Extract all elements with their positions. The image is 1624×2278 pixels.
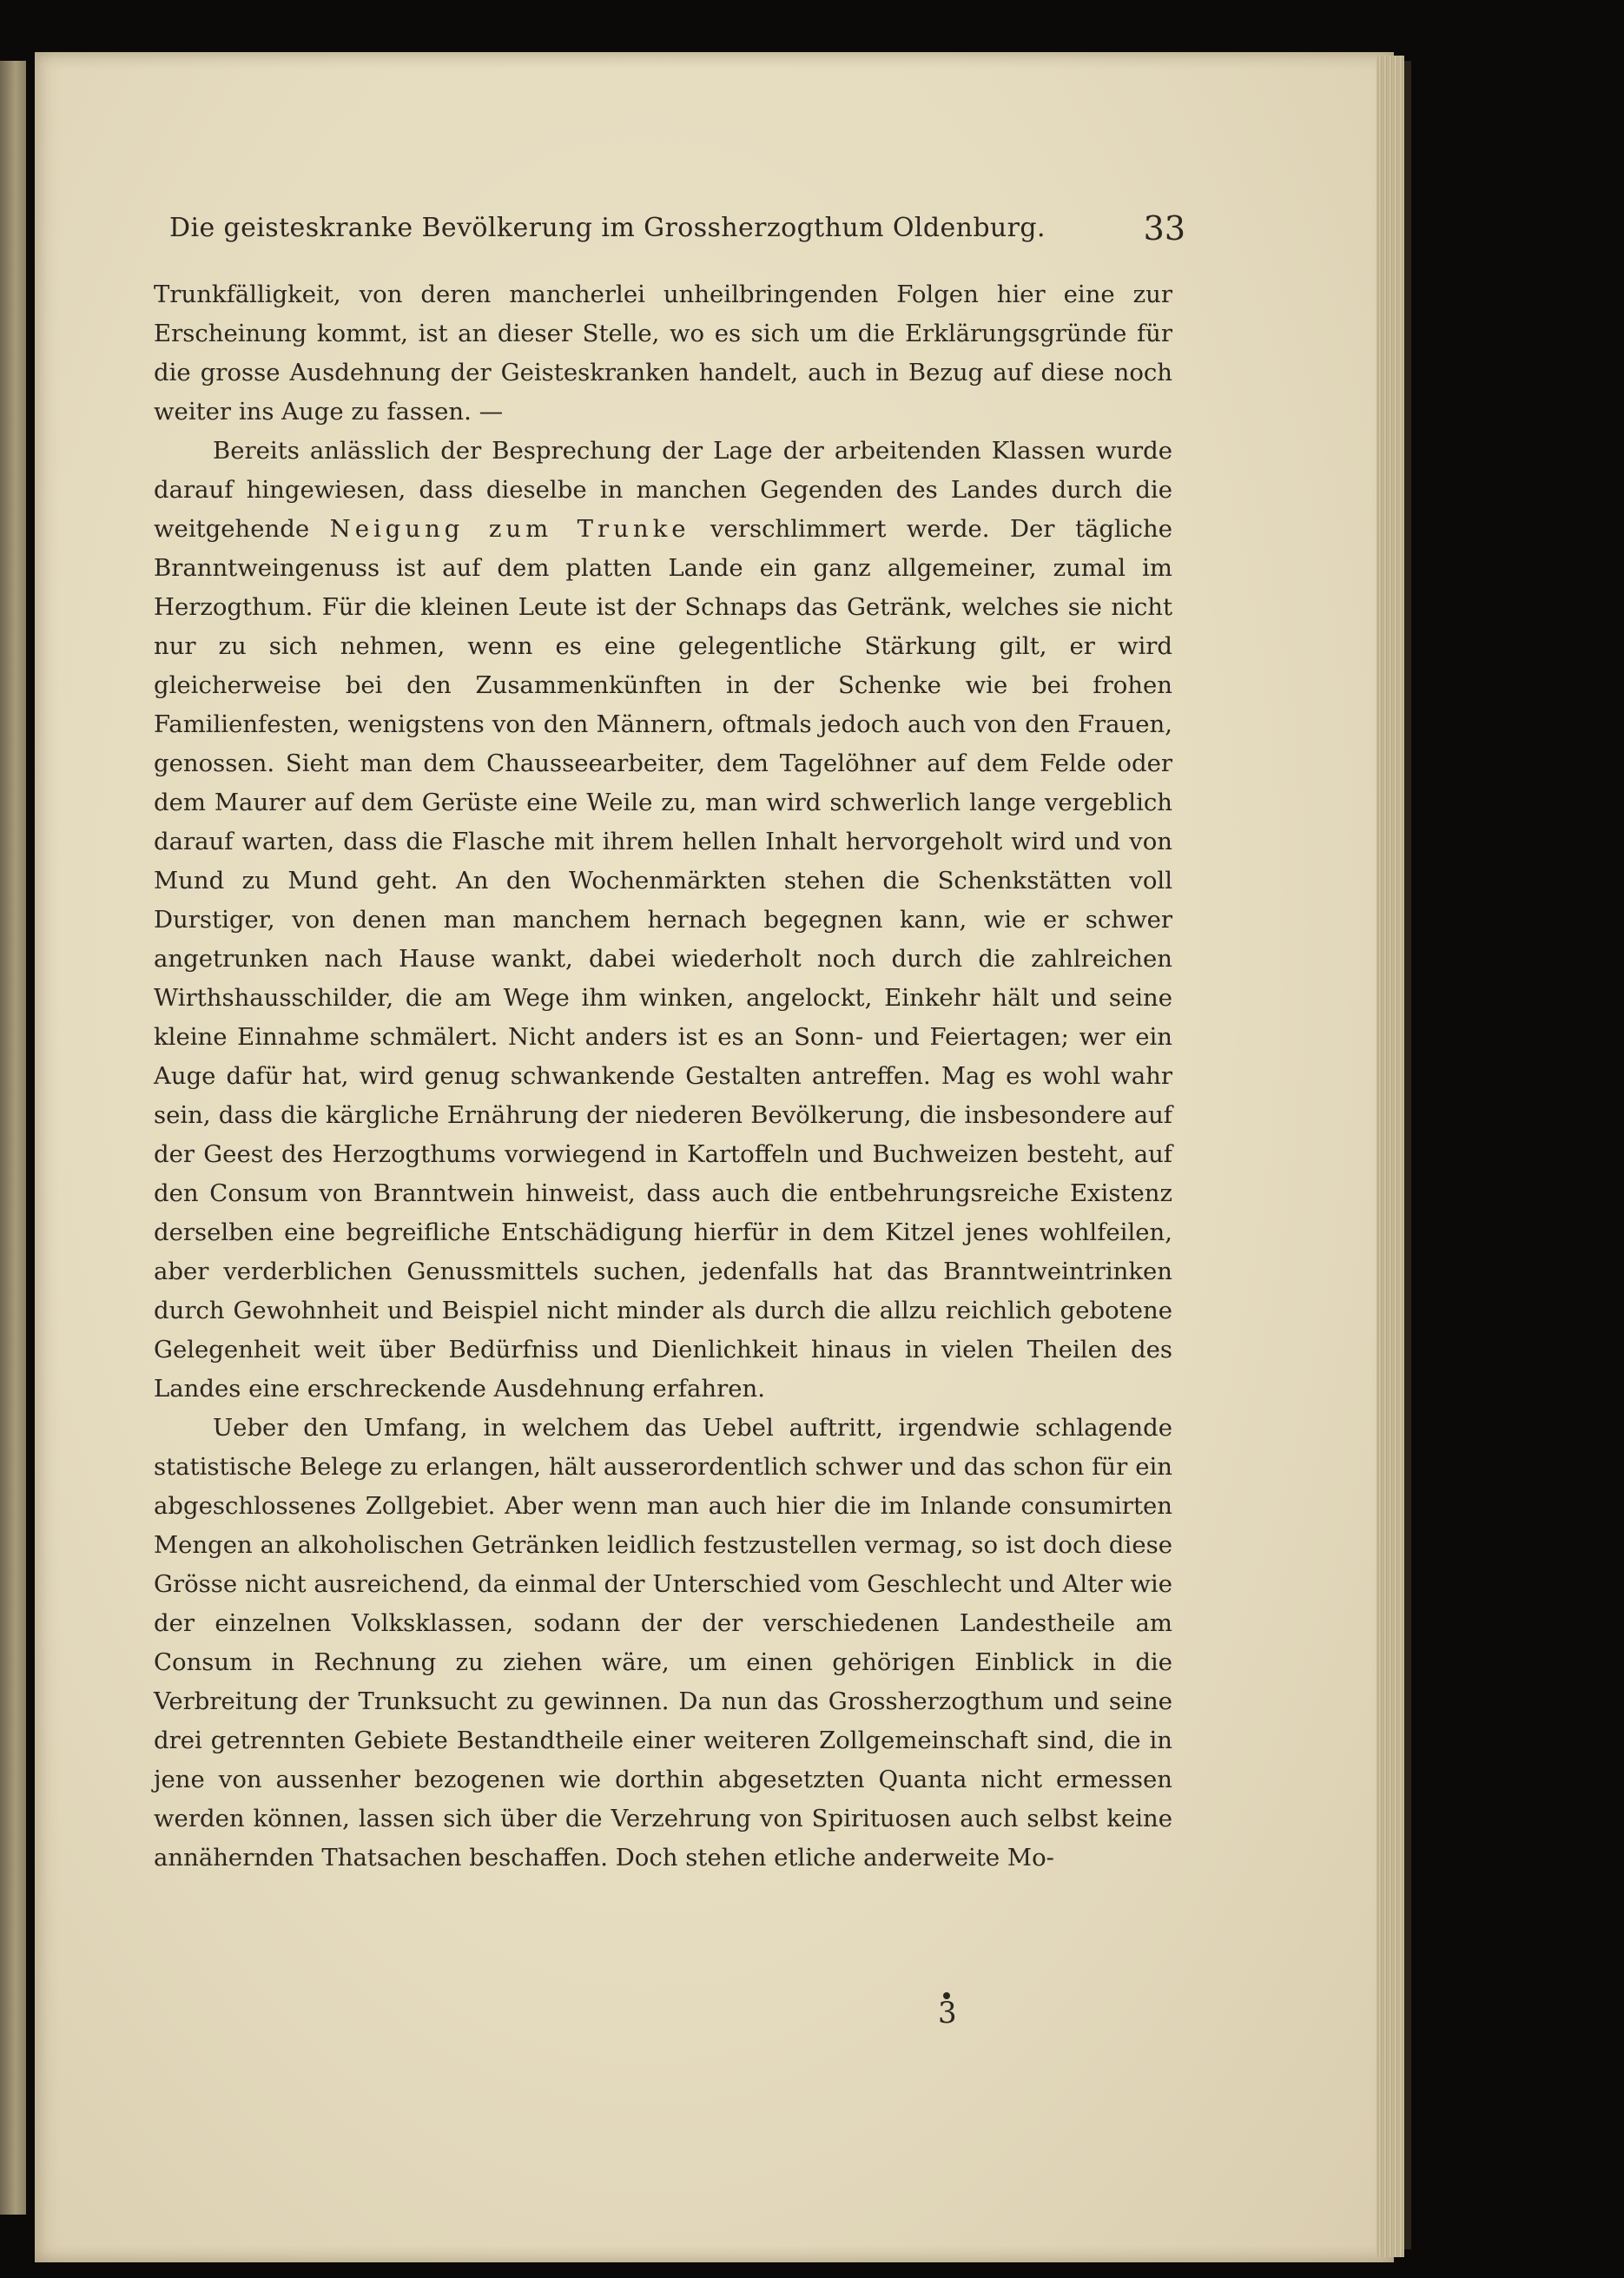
page-header [169,209,1185,256]
book-cover-edge [1404,61,1411,2249]
body-text [154,275,1172,1878]
page-edges [1376,56,1404,2257]
paragraph-2-part-a: Bereits anlässlich der Besprechung der Lage der arbeitenden Klassen wurde darauf hingewiesen, dass dieselbe in manchen Gegenden des Landes durch die weitgehende [154,437,1172,543]
facing-page-edge [0,61,26,2215]
emphasis-neigung-zum-trunke: Neigung zum Trunke [329,515,690,543]
paragraph-1: Trunkfälligkeit, von deren mancherlei unheilbringenden Folgen hier eine zur Erscheinung kommt, ist an dieser Stelle, wo es sich um die Erklärungsgründe für die grosse Ausdehnung der Geisteskranken handelt, auch in Bezug auf diese noch weiter ins Auge zu fassen. — [154,281,1172,426]
paragraph-3: Ueber den Umfang, in welchem das Uebel auftritt, irgendwie schlagende statistische Belege zu erlangen, hält ausserordentlich schwer und das schon für ein abgeschlossenes Zollgebiet. Aber wenn man auch hier die im Inlande consumirten Mengen an alkoholischen Getränken leidlich festzustellen vermag, so ist doch diese Grösse nicht ausreichend, da einmal der Unterschied vom Geschlecht und Alter wie der einzelnen Volksklassen, sodann der der verschiedenen Landestheile am Consum in Rechnung zu ziehen wäre, um einen gehörigen Einblick in die Verbreitung der Trunksucht zu gewinnen. Da nun das Grossherzogthum und seine drei getrennten Gebiete Bestandtheile einer weiteren Zollgemeinschaft sind, die in jene von aussenher bezogenen wie dorthin abgesetzten Quanta nicht ermessen werden können, lassen sich über die Verzehrung von Spirituosen auch selbst keine annähernden Thatsachen beschaffen. Doch stehen etliche anderweite Mo- [154,1414,1172,1872]
page-number: 33 [1143,209,1185,248]
paragraph-2 [154,432,1172,1409]
paragraph-2-part-b: verschlimmert werde. Der tägliche Branntweingenuss ist auf dem platten Lande ein ganz allgemeiner, zumal im Herzogthum. Für die kleinen Leute ist der Schnaps das Getränk, welches sie nicht nur zu sich nehmen, wenn es eine gelegentliche Stärkung gilt, er wird gleicherweise bei den Zusammenkünften in der Schenke wie bei frohen Familienfesten, wenigstens von den Männern, oftmals jedoch auch von den Frauen, genossen. Sieht man dem Chausseearbeiter, dem Tagelöhner auf dem Felde oder dem Maurer auf dem Gerüste eine Weile zu, man wird schwerlich lange vergeblich darauf warten, dass die Flasche mit ihrem hellen Inhalt hervorgeholt wird und von Mund zu Mund geht. An den Wochenmärkten stehen die Schenkstätten voll Durstiger, von denen man manchem hernach begegnen kann, wie er schwer angetrunken nach Hause wankt, dabei wiederholt noch durch die zahlreichen Wirthshausschilder, die am Wege ihm winken, angelockt, Einkehr hält und seine kleine Einnahme schmälert. Nicht anders ist es an Sonn- und Feiertagen; wer ein Auge dafür hat, wird genug schwankende Gestalten antreffen. Mag es wohl wahr sein, dass die kärgliche Ernährung der niederen Bevölkerung, die insbesondere auf der Geest des Herzogthums vorwiegend in Kartoffeln und Buchweizen besteht, auf den Consum von Branntwein hinweist, dass auch die entbehrungsreiche Existenz derselben eine begreifliche Entschädigung hierfür in dem Kitzel jenes wohlfeilen, aber verderblichen Genussmittels suchen, jedenfalls hat das Branntweintrinken durch Gewohnheit und Beispiel nicht minder als durch die allzu reichlich gebotene Gelegenheit weit über Bedürfniss und Dienlichkeit hinaus in vielen Theilen des Landes eine erschreckende Ausdehnung erfahren. [154,515,1172,1403]
running-title: Die geisteskranke Bevölkerung im Grossherzogthum Oldenburg. [169,213,1046,243]
signature-mark: 3 [938,1996,957,2030]
